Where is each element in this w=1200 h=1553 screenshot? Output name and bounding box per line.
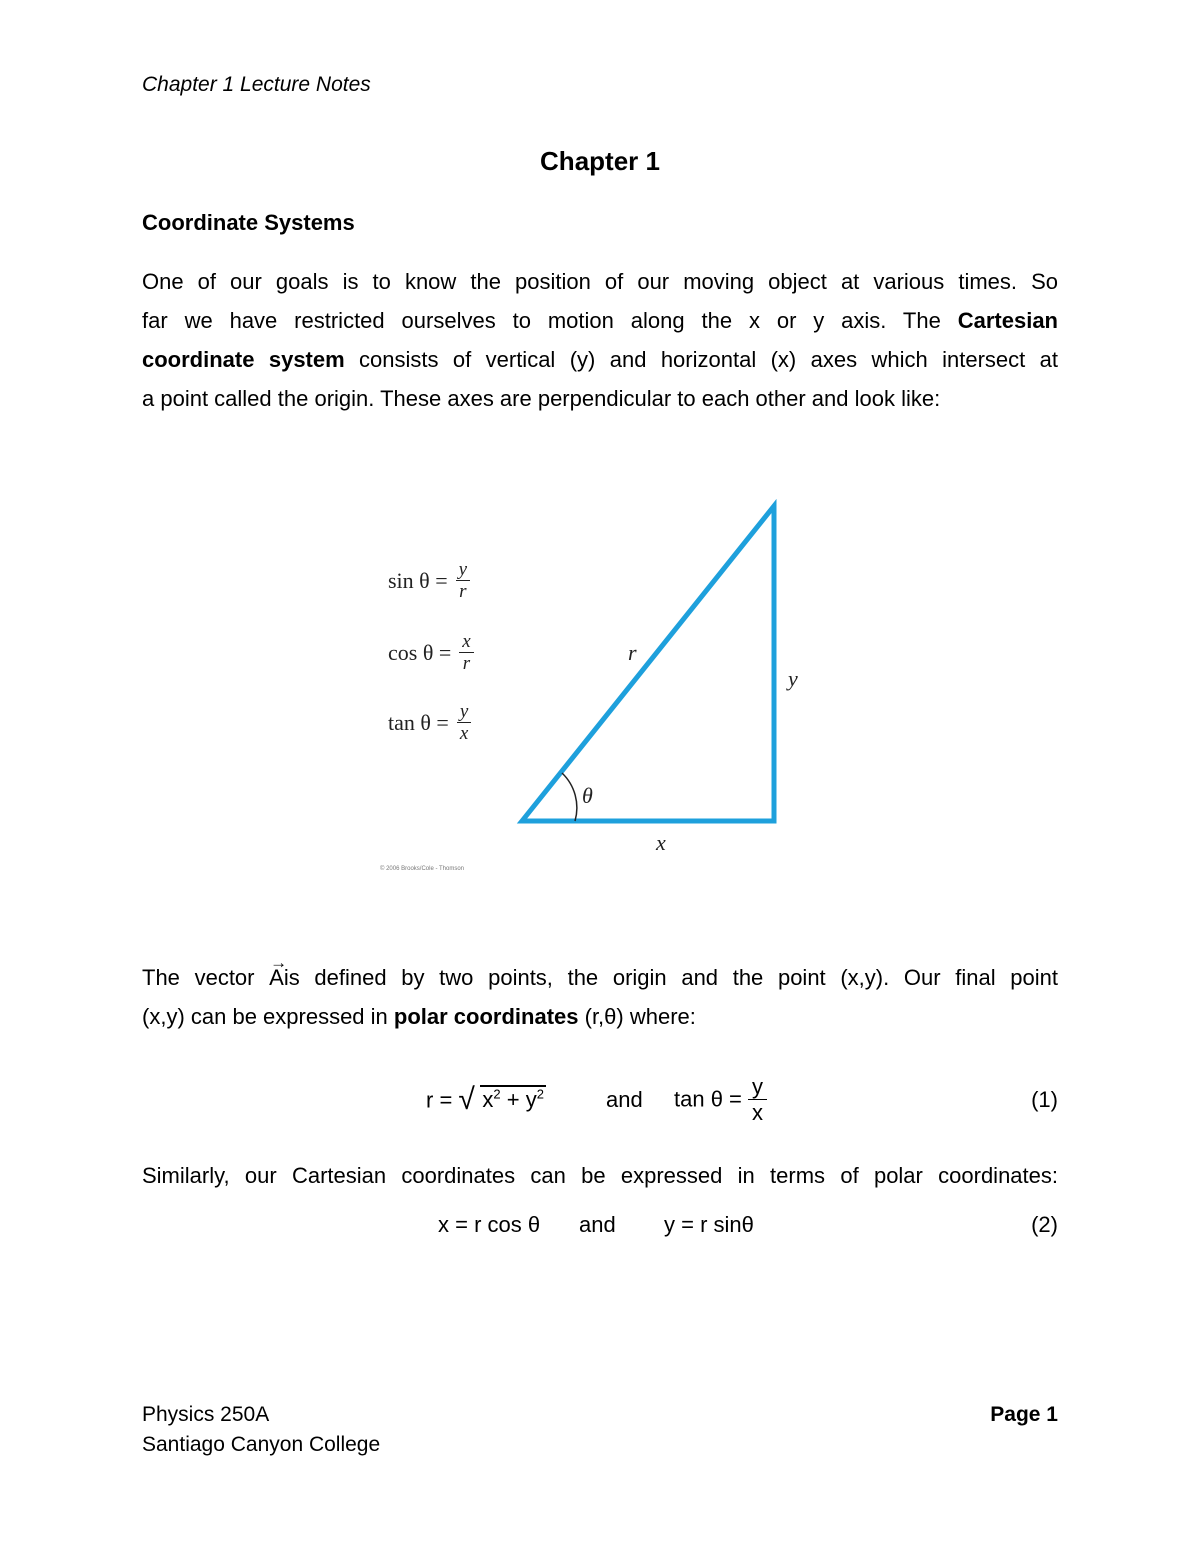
intro-line-2-text: far we have restricted ourselves to motion along the x or y axis. The: [142, 308, 958, 333]
section-heading: Coordinate Systems: [142, 210, 355, 235]
eq2-number: (2): [1031, 1212, 1058, 1237]
footer-page-number: Page 1: [990, 1403, 1058, 1426]
eq1-radius: [426, 1083, 546, 1116]
bold-term-coordinate-system: coordinate system: [142, 347, 345, 372]
figure-copyright: © 2006 Brooks/Cole - Thomson: [380, 866, 465, 872]
radical-sign: √: [458, 1083, 475, 1116]
eq2-y-expression: y = r sinθ: [664, 1212, 754, 1237]
eq1-tan-lhs: tan θ =: [674, 1086, 749, 1112]
tan-denominator: x: [459, 723, 469, 744]
vertical-side-label: y: [788, 666, 798, 691]
eq2-x-expression: x = r cos θ: [438, 1212, 541, 1237]
exponent-x: 2: [493, 1087, 501, 1102]
vector-arrow: →: [270, 953, 288, 972]
eq1-tangent: [674, 1075, 767, 1126]
similarly-line: Similarly, our Cartesian coordinates can be expressed in terms of polar coordinates:: [142, 1163, 1058, 1188]
radicand-x: x: [482, 1087, 494, 1113]
polar-line-1: [142, 953, 1058, 997]
radicand-plus-y: + y: [500, 1087, 537, 1113]
sin-numerator: y: [456, 560, 470, 581]
polar-line-2a: (x,y) can be expressed in: [142, 1004, 394, 1029]
footer-course: Physics 250A: [142, 1403, 270, 1426]
right-triangle-figure: [370, 490, 850, 890]
angle-theta-label: θ: [582, 783, 593, 808]
bold-term-cartesian: Cartesian: [957, 308, 1058, 333]
horizontal-side-label: x: [656, 830, 666, 855]
eq1-lhs: r =: [426, 1087, 459, 1113]
sin-denominator: r: [459, 581, 467, 602]
polar-line-2c: (r,θ) where:: [578, 1004, 696, 1029]
eq1-sqrt: [458, 1083, 546, 1116]
intro-line-4: a point called the origin. These axes are perpendicular to each other and look like:: [142, 386, 941, 411]
radicand: [480, 1085, 546, 1112]
polar-line-2: [142, 997, 1058, 1036]
polar-line-1b: is defined by two points, the origin and the point (x,y). Our final point: [283, 965, 1058, 990]
triangle-outline: [522, 506, 774, 821]
intro-line-3-text: consists of vertical (y) and horizontal (x) axes which intersect at: [344, 347, 1058, 372]
cos-label: cos θ =: [388, 639, 452, 665]
bold-term-polar-coordinates: polar coordinates: [393, 1004, 579, 1029]
angle-arc: [562, 773, 577, 821]
hypotenuse-label: r: [628, 640, 637, 665]
polar-line-1a: The vector: [142, 965, 270, 990]
similarly-paragraph: [142, 1156, 1058, 1195]
cos-numerator: x: [459, 632, 473, 653]
tan-numerator: y: [457, 702, 471, 723]
cos-denominator: r: [462, 653, 471, 674]
intro-paragraph: [142, 262, 1058, 418]
exponent-y: 2: [536, 1087, 544, 1102]
eq1-fraction: [748, 1075, 767, 1126]
eq1-denominator: x: [752, 1100, 764, 1125]
vector-a-symbol: [269, 953, 288, 997]
triangle-drawing: [370, 490, 850, 890]
footer-college: Santiago Canyon College: [142, 1433, 381, 1456]
sin-label: sin θ =: [388, 567, 448, 593]
polar-paragraph: [142, 953, 1058, 1036]
chapter-title: Chapter 1: [540, 146, 660, 176]
equation-2: [142, 1212, 1058, 1262]
equation-1: [142, 1075, 1058, 1125]
vector-letter: A: [269, 965, 284, 990]
eq1-number: (1): [1031, 1087, 1058, 1112]
eq1-and: and: [606, 1087, 643, 1112]
intro-line-2: [142, 301, 1058, 340]
eq1-numerator: y: [748, 1075, 767, 1100]
running-header: Chapter 1 Lecture Notes: [142, 73, 371, 96]
tan-label: tan θ =: [388, 709, 449, 735]
intro-line-1: One of our goals is to know the position of our moving object at various times. So: [142, 269, 1058, 294]
intro-line-3: [142, 340, 1058, 379]
eq2-and: and: [579, 1212, 616, 1237]
